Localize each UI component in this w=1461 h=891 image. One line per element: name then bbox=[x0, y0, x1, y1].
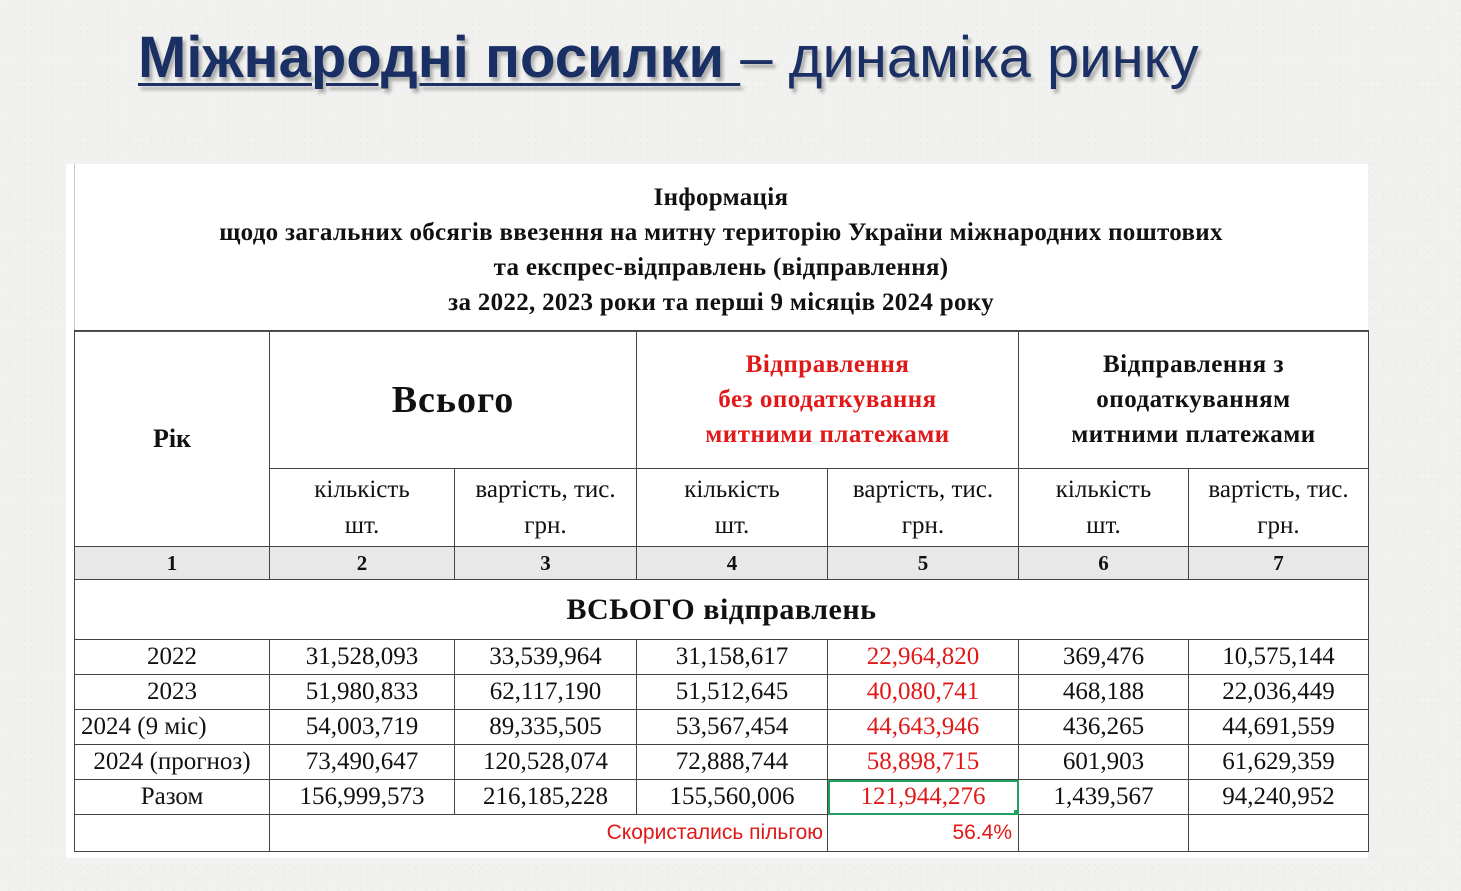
total-value-cell[interactable]: 120,528,074 bbox=[455, 745, 637, 780]
untaxed-value-cell[interactable]: 44,643,946 bbox=[828, 710, 1019, 745]
untaxed-qty-cell[interactable]: 51,512,645 bbox=[637, 675, 828, 710]
taxed-qty-cell[interactable]: 1,439,567 bbox=[1019, 780, 1189, 815]
year-cell[interactable]: 2024 (прогноз) bbox=[75, 745, 270, 780]
table-row bbox=[75, 710, 1369, 745]
taxed-value-cell[interactable]: 44,691,559 bbox=[1189, 710, 1369, 745]
untaxed-value-header[interactable]: вартість, тис. грн. bbox=[828, 469, 1019, 547]
taxed-qty-cell[interactable]: 468,188 bbox=[1019, 675, 1189, 710]
spreadsheet[interactable] bbox=[66, 164, 1368, 858]
total-qty-cell[interactable]: 73,490,647 bbox=[270, 745, 455, 780]
selected-cell[interactable] bbox=[828, 780, 1019, 815]
info-header bbox=[74, 164, 1368, 332]
table-row bbox=[75, 640, 1369, 675]
taxed-qty-cell[interactable]: 601,903 bbox=[1019, 745, 1189, 780]
year-cell[interactable]: 2023 bbox=[75, 675, 270, 710]
untaxed-qty-header[interactable]: кількість шт. bbox=[637, 469, 828, 547]
untaxed-qty-cell[interactable]: 53,567,454 bbox=[637, 710, 828, 745]
total-value-cell[interactable]: 33,539,964 bbox=[455, 640, 637, 675]
col-num[interactable]: 6 bbox=[1019, 547, 1189, 580]
total-value-cell[interactable]: 216,185,228 bbox=[455, 780, 637, 815]
total-value-cell[interactable]: 62,117,190 bbox=[455, 675, 637, 710]
col-num[interactable]: 4 bbox=[637, 547, 828, 580]
benefit-value: 56.4% bbox=[952, 821, 1012, 844]
slide-title-rest: – динаміка ринку bbox=[740, 25, 1199, 90]
note-row bbox=[75, 815, 1369, 852]
fill-handle[interactable] bbox=[1014, 810, 1019, 815]
taxed-group-header[interactable]: Відправлення з оподаткуванням митними платежами bbox=[1019, 331, 1369, 469]
total-group-header[interactable]: Всього bbox=[270, 331, 637, 469]
col-num[interactable]: 1 bbox=[75, 547, 270, 580]
taxed-qty-cell[interactable]: 369,476 bbox=[1019, 640, 1189, 675]
total-qty-cell[interactable]: 51,980,833 bbox=[270, 675, 455, 710]
total-value-header[interactable]: вартість, тис. грн. bbox=[455, 469, 637, 547]
taxed-value-header[interactable]: вартість, тис. грн. bbox=[1189, 469, 1369, 547]
year-cell[interactable]: 2022 bbox=[75, 640, 270, 675]
untaxed-value-cell[interactable]: 40,080,741 bbox=[828, 675, 1019, 710]
untaxed-value-cell[interactable]: 22,964,820 bbox=[828, 640, 1019, 675]
info-line-4: за 2022, 2023 роки та перші 9 місяців 2024 року bbox=[448, 289, 994, 316]
untaxed-group-header[interactable]: Відправлення без оподаткування митними платежами bbox=[637, 331, 1019, 469]
taxed-value-cell[interactable]: 61,629,359 bbox=[1189, 745, 1369, 780]
slide-title bbox=[138, 18, 1338, 98]
benefit-label-cell[interactable] bbox=[270, 815, 828, 852]
table-row bbox=[75, 745, 1369, 780]
untaxed-value-cell[interactable]: 58,898,715 bbox=[828, 745, 1019, 780]
total-qty-cell[interactable]: 54,003,719 bbox=[270, 710, 455, 745]
col-num[interactable]: 2 bbox=[270, 547, 455, 580]
untaxed-qty-cell[interactable]: 155,560,006 bbox=[637, 780, 828, 815]
table-row bbox=[75, 675, 1369, 710]
taxed-qty-cell[interactable]: 436,265 bbox=[1019, 710, 1189, 745]
untaxed-qty-cell[interactable]: 31,158,617 bbox=[637, 640, 828, 675]
year-cell[interactable]: 2024 (9 міс) bbox=[75, 710, 270, 745]
slide-title-bold: Міжнародні посилки bbox=[138, 25, 741, 90]
year-cell[interactable]: Разом bbox=[75, 780, 270, 815]
total-qty-header[interactable]: кількість шт. bbox=[270, 469, 455, 547]
year-header[interactable]: Рік bbox=[75, 331, 270, 547]
taxed-value-cell[interactable]: 22,036,449 bbox=[1189, 675, 1369, 710]
untaxed-value-total: 121,944,276 bbox=[860, 783, 986, 810]
info-line-2: щодо загальних обсягів ввезення на митну територію України міжнародних поштових bbox=[219, 219, 1223, 246]
section-title[interactable]: ВСЬОГО відправлень bbox=[75, 580, 1369, 640]
col-num[interactable]: 3 bbox=[455, 547, 637, 580]
total-qty-cell[interactable]: 156,999,573 bbox=[270, 780, 455, 815]
total-value-cell[interactable]: 89,335,505 bbox=[455, 710, 637, 745]
col-num[interactable]: 7 bbox=[1189, 547, 1369, 580]
benefit-label: Скористались пільгою bbox=[606, 821, 823, 844]
total-qty-cell[interactable]: 31,528,093 bbox=[270, 640, 455, 675]
col-num[interactable]: 5 bbox=[828, 547, 1019, 580]
info-line-3: та експрес-відправлень (відправлення) bbox=[493, 254, 949, 281]
taxed-value-cell[interactable]: 94,240,952 bbox=[1189, 780, 1369, 815]
table-row-total bbox=[75, 780, 1369, 815]
taxed-value-cell[interactable]: 10,575,144 bbox=[1189, 640, 1369, 675]
benefit-value-cell[interactable] bbox=[828, 815, 1019, 852]
untaxed-qty-cell[interactable]: 72,888,744 bbox=[637, 745, 828, 780]
column-number-row bbox=[75, 547, 1369, 580]
info-line-1: Інформація bbox=[653, 184, 789, 211]
data-table bbox=[74, 330, 1369, 852]
taxed-qty-header[interactable]: кількість шт. bbox=[1019, 469, 1189, 547]
